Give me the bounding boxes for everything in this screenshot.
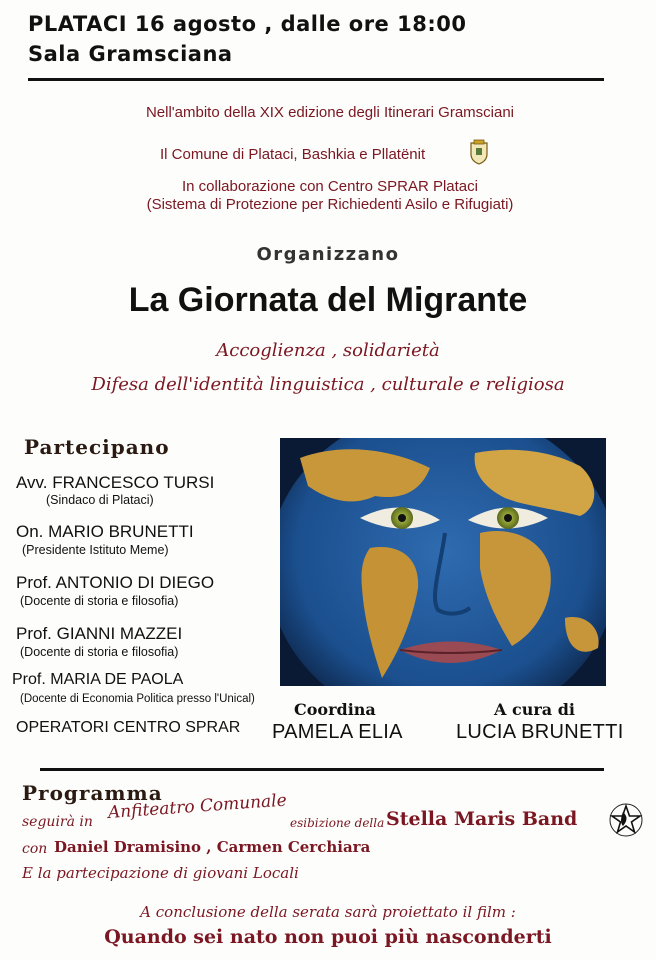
intro-comune: Il Comune di Plataci, Bashkia e Pllatënit [160, 146, 426, 163]
operatori-sprar: OPERATORI CENTRO SPRAR [16, 719, 241, 736]
organizzano-heading: Organizzano [256, 244, 400, 265]
event-date-time: PLATACI 16 agosto , dalle ore 18:00 [28, 12, 467, 36]
programma-giovani: E la partecipazione di giovani Locali [22, 864, 299, 882]
programma-seguira: seguirà in [22, 814, 93, 830]
film-title: Quando sei nato non puoi più nasconderti [104, 926, 552, 948]
event-venue: Sala Gramsciana [28, 42, 233, 66]
participant-name: On. MARIO BRUNETTI [16, 522, 194, 541]
comune-crest-icon [468, 139, 490, 165]
partecipano-heading: Partecipano [24, 435, 170, 459]
participant-role: (Docente di Economia Politica presso l'Unical) [20, 693, 255, 705]
participant-name: Avv. FRANCESCO TURSI [16, 473, 215, 492]
programma-venue: Anfiteatro Comunale [107, 790, 288, 823]
header-divider [28, 78, 604, 81]
participant-role: (Sindaco di Plataci) [46, 493, 154, 507]
programma-heading: Programma [22, 781, 163, 805]
tagline-accoglienza: Accoglienza , solidarietà [216, 340, 440, 361]
participant-role: (Docente di storia e filosofia) [20, 645, 179, 659]
band-name: Stella Maris Band [386, 808, 578, 830]
programma-divider [40, 768, 604, 771]
artists-names: Daniel Dramisino , Carmen Cerchiara [54, 838, 371, 856]
participant-role: (Presidente Istituto Meme) [22, 543, 169, 557]
painted-face-world-map-image [280, 438, 606, 686]
participant-name: Prof. GIANNI MAZZEI [16, 624, 183, 643]
finale-announcement: A conclusione della serata sarà proiettato il film : [140, 903, 516, 921]
intro-sprar: (Sistema di Protezione per Richiedenti Asilo e Rifugiati) [146, 196, 514, 213]
programma-con: con [22, 841, 48, 857]
coordinator-name: PAMELA ELIA [272, 721, 403, 743]
intro-collaborazione: In collaborazione con Centro SPRAR Plataci [182, 178, 478, 195]
coordina-label: Coordina [294, 700, 376, 719]
acura-label: A cura di [494, 700, 575, 719]
tagline-difesa: Difesa dell'identità linguistica , culturale e religiosa [91, 374, 565, 395]
participant-role: (Docente di storia e filosofia) [20, 594, 179, 608]
programma-esibizione: esibizione della [290, 816, 385, 830]
band-logo-icon [606, 796, 646, 844]
participant-name: Prof. ANTONIO DI DIEGO [16, 573, 215, 592]
participant-name: Prof. MARIA DE PAOLA [12, 671, 184, 688]
curator-name: LUCIA BRUNETTI [456, 721, 624, 743]
intro-edition: Nell'ambito della XIX edizione degli Itinerari Gramsciani [145, 104, 515, 121]
event-title: La Giornata del Migrante [128, 281, 528, 319]
